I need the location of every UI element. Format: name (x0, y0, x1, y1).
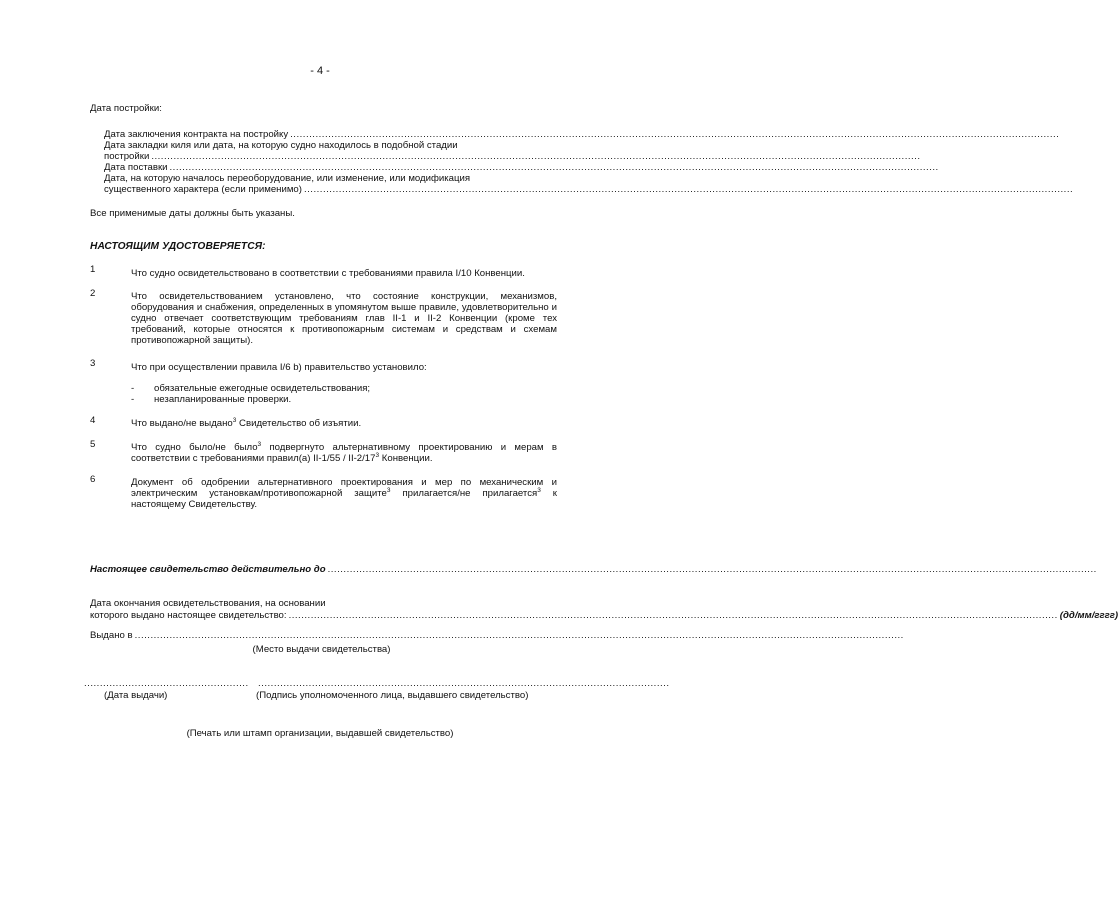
item-number: 1 (90, 264, 96, 275)
footnote-ref: 3 (375, 452, 380, 459)
bullet-text: обязательные ежегодные освидетельствования; (154, 383, 371, 394)
item-text: Что освидетельствованием установлено, что состояние конструкции, механизмов, оборудования и снабжения, определенных в упомянутом выше правиле, удовлетворительно и судно отвечает соответствующим требованиям глав II-1 и II-2 Конвенции (кроме тех требований, которые относятся к противопожарным системам и средствам и схемам противопожарной защиты). (131, 291, 557, 346)
keel-date-label-line2: постройки (104, 151, 150, 162)
conversion-date-field (304, 184, 1073, 196)
delivery-date-line (104, 162, 516, 174)
keel-date-field (151, 151, 920, 163)
conversion-date-line (104, 184, 516, 196)
footnote-ref: 3 (537, 487, 541, 494)
item-text: Что судно освидетельствовано в соответствии с требованиями правила I/10 Конвенции. (131, 268, 525, 279)
validity-label: Настоящее свидетельство действительно до (90, 564, 326, 575)
item-number: 5 (90, 439, 96, 450)
item-text-part: прилагается/не прилагается (390, 488, 538, 499)
signature-dots: .................................................................................................................................. (258, 678, 670, 689)
survey-completion-line (90, 610, 1118, 622)
item-text (131, 442, 557, 464)
contract-date-label: Дата заключения контракта на постройку (104, 129, 289, 140)
item-text-part: подвергнуто альтернативному проектированию и мерам в соответствии с требованиями правил(а) II-1/55 / II-2/17 (131, 442, 557, 464)
item-text (131, 418, 557, 430)
item-number: 2 (90, 288, 96, 299)
survey-completion-line1: Дата окончания освидетельствования, на основании (90, 598, 326, 609)
bullet-mark: - (131, 394, 135, 405)
keel-date-line (104, 151, 516, 163)
issued-at-label: Выдано в (90, 630, 133, 641)
contract-date-field (290, 129, 1059, 141)
dates-note: Все применимые даты должны быть указаны. (90, 208, 295, 219)
footnote-ref: 3 (386, 487, 391, 494)
conversion-date-label-line2: существенного характера (если применимо) (104, 184, 302, 195)
survey-completion-field (289, 610, 1058, 622)
item-text-part: Документ об одобрении альтернативного проектирования и мер по механическим и электрическим установкам/противопожарной защите (131, 477, 557, 499)
item-text-part: Что судно было/не было (131, 442, 258, 453)
build-dates-heading: Дата постройки: (90, 103, 162, 114)
item-text (131, 477, 557, 510)
validity-line (90, 564, 553, 576)
certify-heading: НАСТОЯЩИМ УДОСТОВЕРЯЕТСЯ: (90, 241, 266, 252)
issue-date-dots: .................................................... (84, 678, 249, 689)
page-number: - 4 - (310, 65, 330, 77)
footnote-ref: 3 (257, 441, 262, 448)
validity-date-field (328, 564, 1097, 576)
item-text-part: Что выдано/не выдано (131, 418, 233, 429)
item-number: 4 (90, 415, 96, 426)
place-caption: (Место выдачи свидетельства) (252, 644, 391, 655)
item-number: 6 (90, 474, 96, 485)
delivery-date-field (170, 162, 939, 174)
issued-at-field (135, 630, 904, 642)
seal-caption: (Печать или штамп организации, выдавшей свидетельство) (186, 728, 454, 739)
contract-date-line (104, 129, 516, 141)
keel-date-label-line1: Дата закладки киля или дата, на которую судно находилось в подобной стадии (104, 140, 458, 151)
item-text-part: Свидетельство об изъятии. (236, 418, 362, 429)
issued-at-line (90, 630, 553, 642)
bullet-mark: - (131, 383, 135, 394)
conversion-date-label-line1: Дата, на которую началось переоборудование, или изменение, или модификация (104, 173, 471, 184)
item-text-part: к настоящему Свидетельству. (131, 488, 557, 510)
signature-caption: (Подпись уполномоченного лица, выдавшего свидетельство) (256, 690, 529, 701)
issue-date-caption: (Дата выдачи) (104, 690, 168, 701)
date-format-hint: (дд/мм/гггг) (1059, 610, 1118, 621)
item-text-part: Конвенции. (379, 453, 433, 464)
survey-completion-line2: которого выдано настоящее свидетельство: (90, 610, 287, 621)
footnote-ref: 3 (232, 417, 237, 424)
item-text: Что при осуществлении правила I/6 b) правительство установило: (131, 362, 427, 373)
item-number: 3 (90, 358, 96, 369)
delivery-date-label: Дата поставки (104, 162, 168, 173)
bullet-text: незапланированные проверки. (154, 394, 292, 405)
